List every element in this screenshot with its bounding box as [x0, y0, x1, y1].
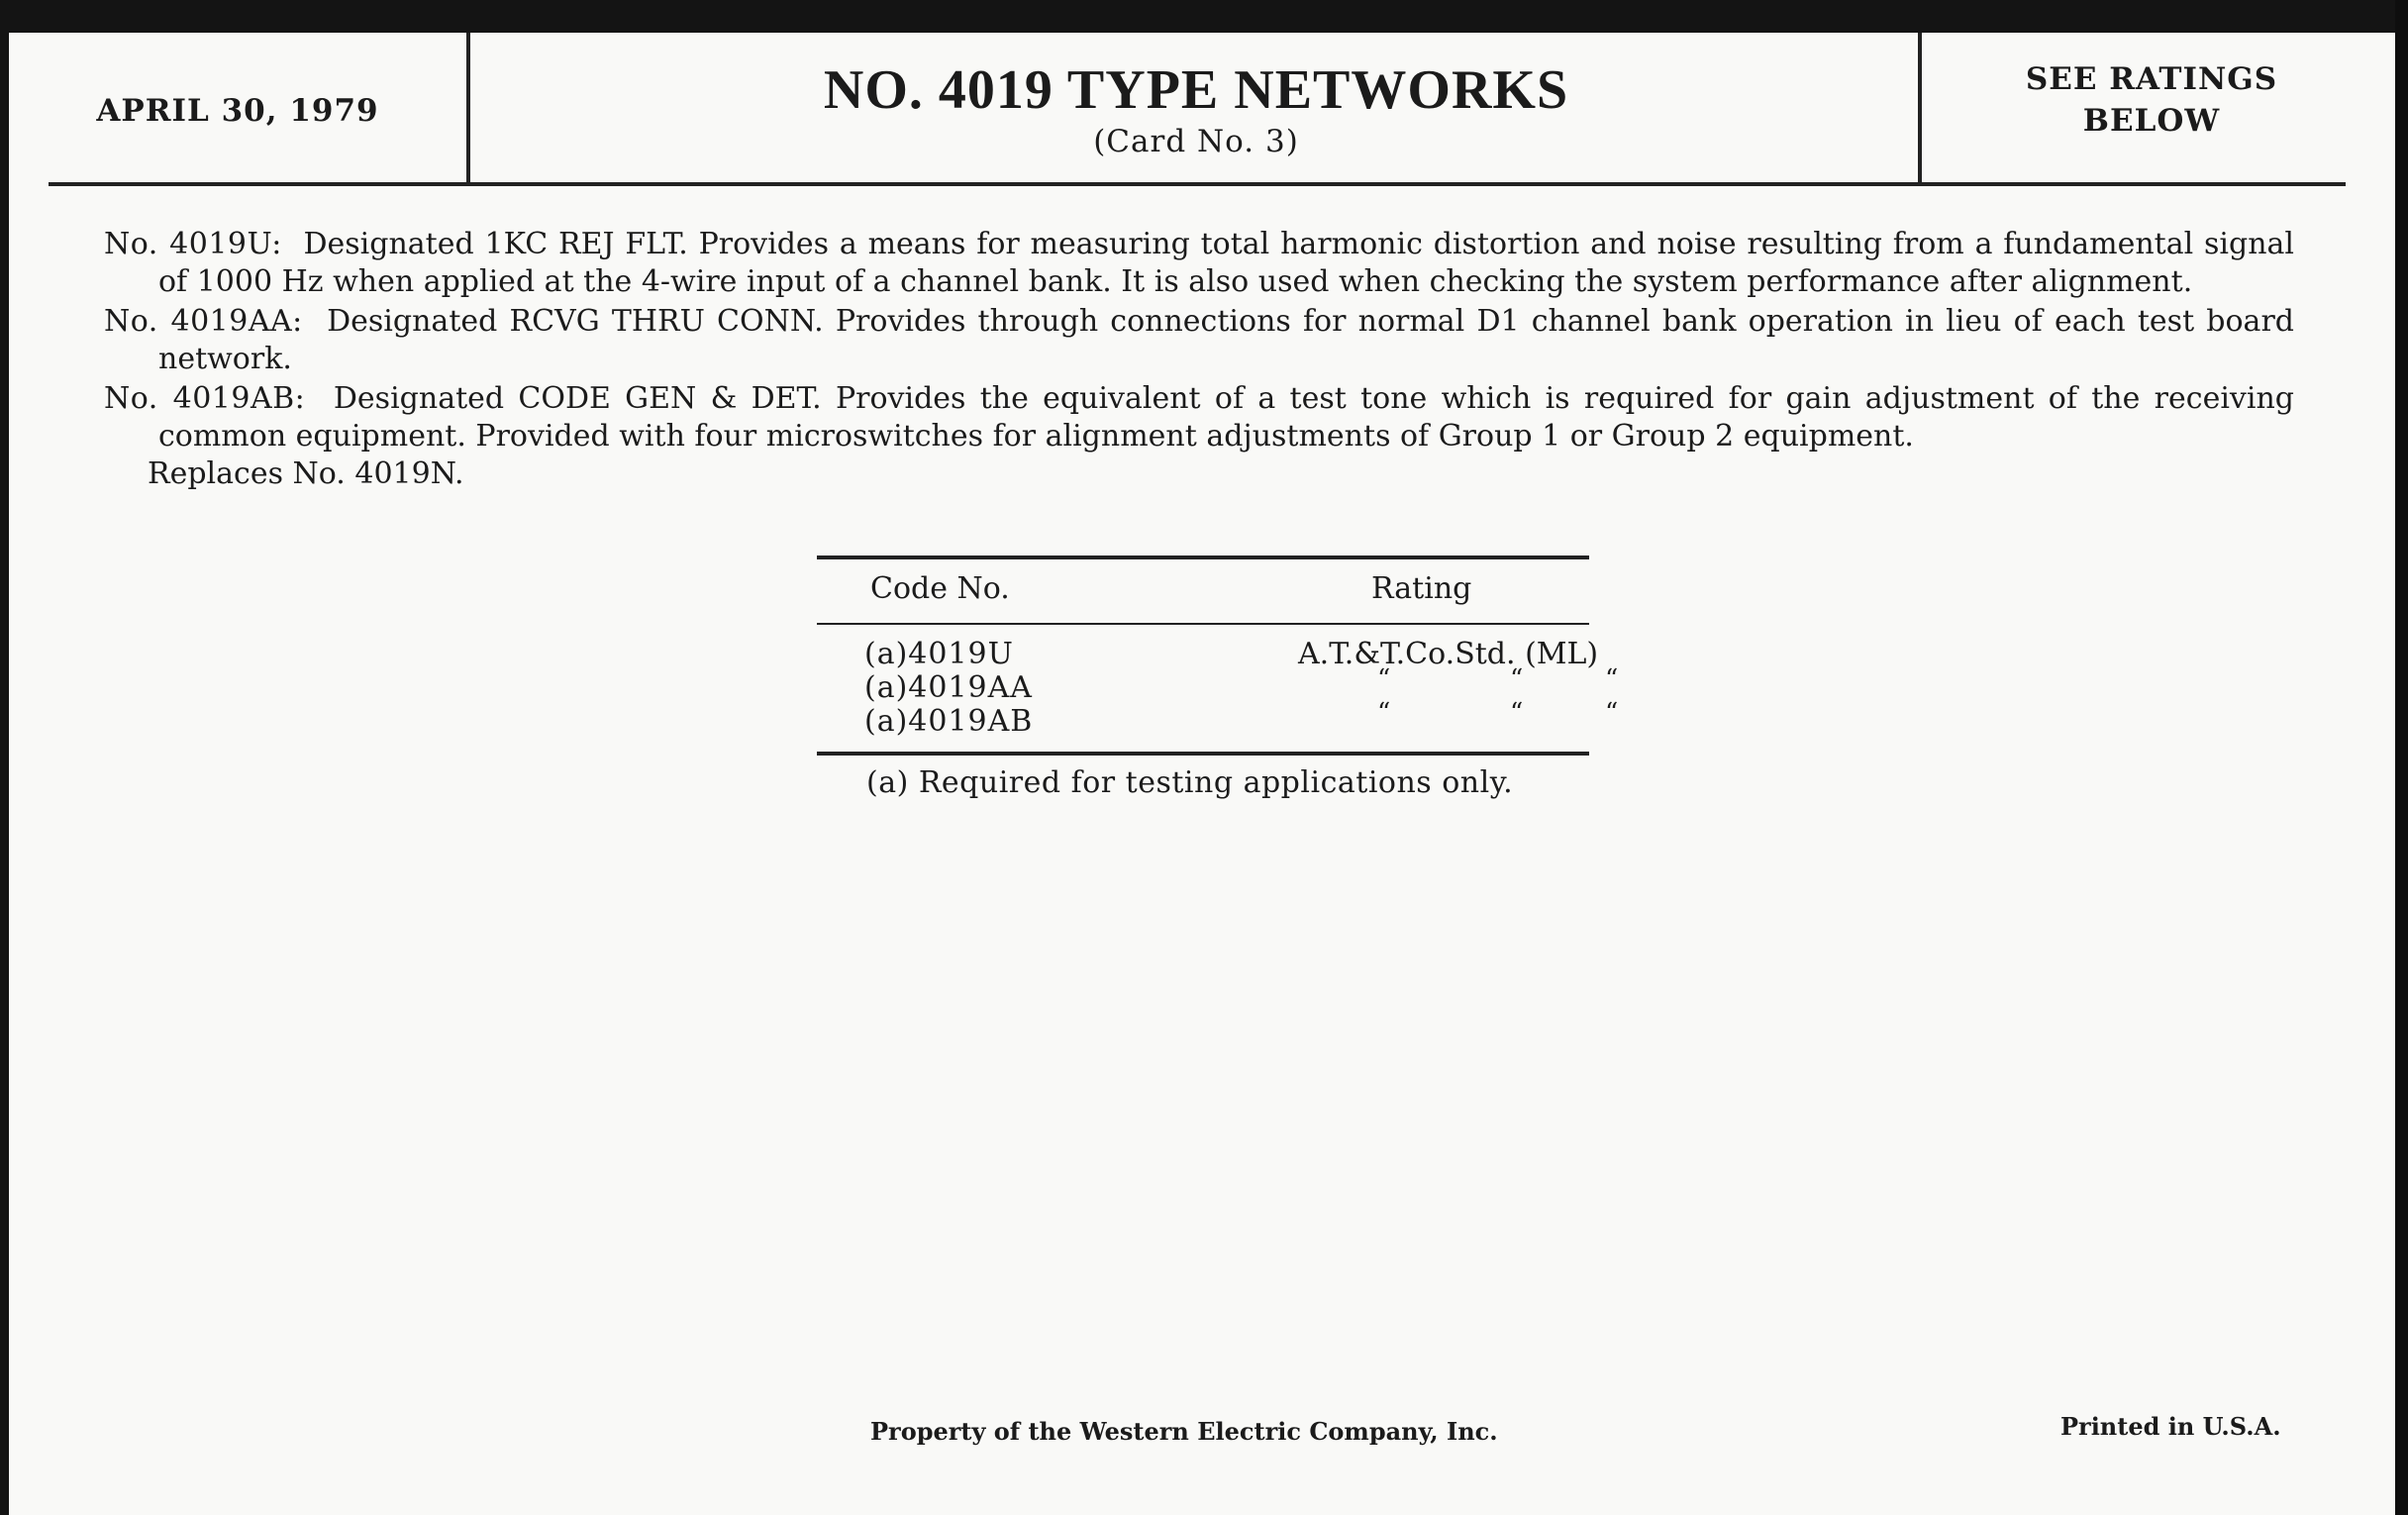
table-row	[817, 698, 1619, 739]
description-code: No. 4019AA:	[104, 304, 303, 339]
rating-cell: A.T.&T.Co.Std. (ML)	[1298, 637, 1599, 671]
column-header-code: Code No.	[870, 571, 1010, 606]
issue-date: APRIL 30, 1979	[96, 92, 379, 129]
ditto-mark: “	[1377, 664, 1391, 694]
catalog-card	[9, 33, 2395, 1515]
description-4019aa	[104, 303, 2294, 377]
replaces-note: Replaces No. 4019N.	[148, 456, 464, 491]
column-header-rating: Rating	[1371, 571, 1472, 606]
header-title-block	[470, 33, 1922, 188]
ratings-table	[817, 556, 1619, 800]
network-descriptions	[104, 226, 2294, 493]
description-code: No. 4019AB:	[104, 381, 306, 416]
code-cell: (a)4019AB	[864, 704, 1034, 739]
header-rule	[49, 182, 2346, 186]
scan-edge	[2395, 0, 2408, 1515]
ratings-note-line2: BELOW	[2082, 103, 2221, 139]
description-text: Designated RCVG THRU CONN. Provides through connections for normal D1 channel bank operation in lieu of each test board network.	[158, 304, 2294, 376]
code-cell: (a)4019U	[864, 637, 1014, 671]
table-bottom-rule	[817, 752, 1589, 756]
description-text: Designated 1KC REJ FLT. Provides a means for measuring total harmonic distortion and noise resulting from a fundamental signal of 1000 Hz when applied at the 4-wire input of a channel bank. It is also used when checking the system performance after alignment.	[158, 227, 2294, 299]
ditto-mark: “	[1510, 698, 1524, 728]
ditto-mark: “	[1510, 664, 1524, 694]
card-header	[9, 33, 2395, 188]
printed-notice: Printed in U.S.A.	[2060, 1412, 2281, 1441]
ditto-mark: “	[1605, 664, 1619, 694]
table-body	[817, 625, 1619, 752]
description-4019ab	[104, 380, 2294, 454]
ratings-note-line1: SEE RATINGS	[2025, 61, 2278, 97]
description-4019u	[104, 226, 2294, 300]
table-footnote: (a) Required for testing applications only.	[866, 765, 1514, 800]
ditto-mark: “	[1377, 698, 1391, 728]
ratings-note	[1922, 33, 2381, 188]
page-title: NO. 4019 TYPE NETWORKS	[823, 59, 1569, 121]
table-header	[817, 559, 1589, 623]
description-text: Designated CODE GEN & DET. Provides the equivalent of a test tone which is required for gain adjustment of the receiving common equipment. Provided with four microswitches for alignment adjustments of Group 1 or Group 2 equipment.	[158, 381, 2294, 454]
property-notice: Property of the Western Electric Company, Inc.	[870, 1417, 1498, 1446]
table-row	[817, 637, 1599, 671]
ditto-mark: “	[1605, 698, 1619, 728]
code-cell: (a)4019AA	[864, 670, 1033, 705]
table-row	[817, 664, 1619, 705]
description-code: No. 4019U:	[104, 227, 282, 261]
card-number: (Card No. 3)	[1093, 124, 1299, 159]
